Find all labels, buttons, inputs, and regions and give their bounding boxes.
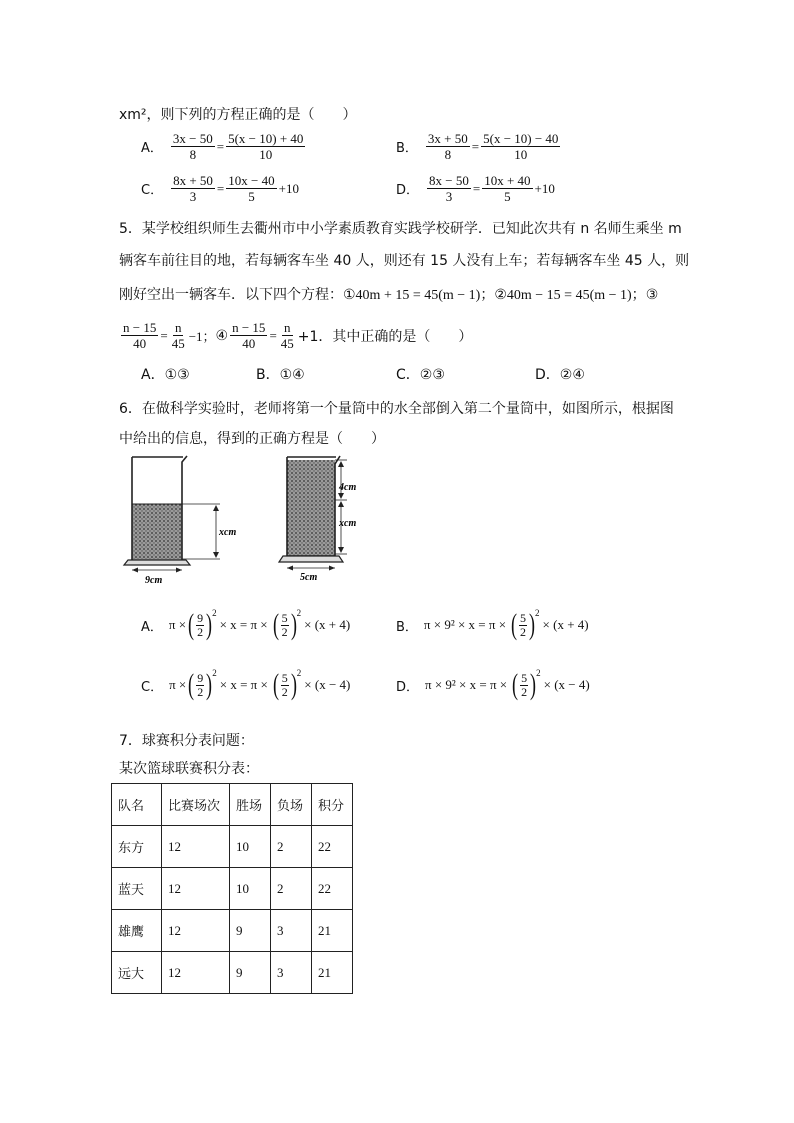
water-fill [132, 504, 182, 559]
rhs-end: × (x + 4) [304, 617, 351, 632]
denominator: 2 [281, 624, 288, 639]
q5-line3 [119, 284, 658, 304]
denominator: 2 [281, 684, 288, 699]
option-label: C． [141, 679, 164, 695]
numerator: 5 [521, 670, 528, 685]
q6-line2: 中给出的信息，得到的正确方程是（ ） [119, 431, 385, 447]
q5-option-b[interactable]: B．①④ [256, 367, 305, 383]
q5-line3-text: 刚好空出一辆客车．以下四个方程： [119, 287, 343, 303]
q6-option-c[interactable] [141, 670, 350, 700]
eq4-mark: ④ [215, 327, 229, 344]
eq4-tail: +1．其中正确的是（ ） [297, 328, 473, 345]
denominator: 8 [444, 147, 452, 162]
numerator: 5 [281, 670, 288, 685]
paren-fraction: ( $\frac{5}{2}$ ) $^2$ [272, 608, 302, 641]
numerator: 5 [520, 610, 527, 625]
lhs-start: π × [168, 617, 187, 632]
q5-eq1: ①40m + 15 = 45(m − 1)； [343, 288, 495, 303]
option-label: A． [141, 141, 163, 156]
q4-option-c[interactable]: C． $\frac{8x + 50}{3}$ = $\frac{10x - 40}{5}$ +10 [141, 173, 299, 204]
wins-cell: 9 [230, 952, 271, 994]
denominator: 40 [242, 336, 256, 351]
lhs-start: π × 9² × x = π × [425, 677, 508, 692]
team-name: 东方 [112, 826, 162, 868]
team-name: 蓝天 [112, 868, 162, 910]
numerator: 10x + 40 [484, 173, 531, 188]
q4-option-b[interactable]: B． $\frac{3x + 50}{8}$ = $\frac{5(x - 10) - 40}{10}$ [396, 131, 559, 162]
fraction [427, 173, 471, 204]
games-cell: 12 [162, 826, 230, 868]
denominator: 3 [189, 189, 197, 204]
paren-fraction: ( $\frac{5}{2}$ ) $^2$ [511, 608, 540, 641]
table-row [112, 910, 353, 952]
points-cell: 22 [312, 868, 353, 910]
denominator: 8 [189, 147, 197, 162]
option-label: C． [141, 183, 164, 198]
fraction [279, 320, 296, 351]
losses-cell: 3 [271, 952, 312, 994]
paren-fraction: ( $\frac{9}{2}$ ) $^2$ [188, 668, 217, 701]
header-cell: 队名 [112, 784, 162, 826]
team-name: 远大 [112, 952, 162, 994]
q5-eq3-mark: ③ [645, 287, 659, 303]
header-cell: 比赛场次 [162, 784, 230, 826]
points-cell: 21 [312, 952, 353, 994]
numerator: 9 [197, 610, 204, 625]
cyl2-top-label: 4cm [339, 482, 357, 493]
fraction [171, 131, 215, 162]
cylinder-2 [279, 456, 356, 583]
middle: × x = π × [219, 677, 268, 692]
numerator: n [174, 320, 182, 335]
points-cell: 22 [312, 826, 353, 868]
cyl2-height-label: xcm [339, 518, 357, 529]
option-label: A． [141, 619, 163, 635]
tail: +10 [278, 180, 299, 196]
q5-option-d[interactable]: D．②④ [535, 367, 585, 383]
numerator: 5 [281, 610, 288, 625]
numerator: 5(x − 10) + 40 [228, 131, 304, 146]
water-fill [287, 460, 335, 556]
losses-cell: 2 [271, 826, 312, 868]
fraction [171, 173, 215, 204]
q6-line1: 6．在做科学实验时，老师将第一个量筒中的水全部倒入第二个量筒中，如图所示，根据图 [119, 401, 674, 417]
wins-cell: 10 [230, 826, 271, 868]
denominator: 3 [445, 189, 453, 204]
q5-eq2: ②40m − 15 = 45(m − 1)； [494, 288, 646, 303]
denominator: 2 [197, 684, 204, 699]
q5-line2: 辆客车前往目的地，若每辆客车坐 40 人，则还有 15 人没有上车；若每辆客车坐 45 人，则 [119, 253, 690, 269]
q6-cylinders-figure [115, 452, 365, 587]
team-name: 雄鹰 [112, 910, 162, 952]
paren-fraction: ( $\frac{9}{2}$ ) $^2$ [188, 608, 217, 641]
denominator: 45 [280, 336, 294, 351]
table-row [112, 868, 353, 910]
tail: +10 [534, 180, 555, 196]
fraction [426, 131, 470, 162]
q5-option-a[interactable]: A．①③ [141, 367, 190, 383]
cyl1-height-label: xcm [219, 527, 237, 538]
score-table [111, 783, 353, 994]
table-row [112, 952, 353, 994]
denominator: 10 [514, 147, 528, 162]
eq3-tail: −1； [188, 329, 216, 344]
option-label: B． [396, 619, 418, 635]
q6-option-d[interactable] [396, 670, 590, 700]
table-header-row [112, 784, 353, 826]
q7-title: 7．球赛积分表问题： [119, 733, 254, 749]
numerator: 3x − 50 [172, 131, 213, 146]
paren-fraction: ( $\frac{5}{2}$ ) $^2$ [512, 668, 541, 701]
cyl2-width-label: 5cm [300, 572, 318, 583]
paren-fraction: ( $\frac{5}{2}$ ) $^2$ [272, 668, 302, 701]
games-cell: 12 [162, 868, 230, 910]
numerator: 8x + 50 [173, 173, 213, 188]
numerator: 3x + 50 [427, 131, 468, 146]
fraction [230, 320, 267, 351]
fraction [482, 173, 532, 204]
games-cell: 12 [162, 952, 230, 994]
lhs-start: π × 9² × x = π × [423, 617, 507, 632]
fraction [226, 131, 305, 162]
header-cell: 积分 [312, 784, 353, 826]
numerator: 5(x − 10) − 40 [483, 131, 559, 146]
header-cell: 胜场 [230, 784, 271, 826]
wins-cell: 10 [230, 868, 271, 910]
fraction [481, 131, 560, 162]
points-cell: 21 [312, 910, 353, 952]
numerator: 10x − 40 [228, 173, 275, 188]
losses-cell: 2 [271, 868, 312, 910]
denominator: 10 [259, 147, 273, 162]
denominator: 40 [133, 336, 147, 351]
numerator: n [284, 320, 291, 335]
cylinder-1 [124, 456, 236, 586]
wins-cell: 9 [230, 910, 271, 952]
numerator: 9 [197, 670, 204, 685]
fraction [121, 320, 158, 351]
q4-option-a[interactable]: A． $\frac{3x - 50}{8}$ = $\frac{5(x - 10) + 40}{10}$ [141, 131, 304, 162]
q6-option-a[interactable] [141, 610, 350, 640]
option-label: D． [396, 183, 420, 198]
lhs-start: π × [169, 677, 187, 692]
denominator: 2 [521, 684, 528, 699]
q4-intro: xm²，则下列的方程正确的是（ ） [119, 107, 357, 123]
q5-line4: $\frac{n - 15}{40}$ = $\frac{n}{45}$ −1； ④ $\frac{n - 15}{40}$ = $\frac{n}{45}$ +1．其中正确的是（ ） [123, 320, 473, 351]
rhs-end: × (x − 4) [543, 677, 590, 692]
numerator: n − 15 [232, 320, 266, 335]
q4-option-d[interactable]: D． $\frac{8x - 50}{3}$ = $\frac{10x + 40}{5}$ +10 [396, 173, 555, 204]
rhs-end: × (x + 4) [542, 617, 589, 632]
denominator: 45 [171, 336, 185, 351]
rhs-end: × (x − 4) [304, 677, 351, 692]
games-cell: 12 [162, 910, 230, 952]
q6-option-b[interactable] [396, 610, 589, 640]
fraction [226, 173, 276, 204]
q5-option-c[interactable]: C．②③ [396, 367, 445, 383]
q7-subtitle: 某次篮球联赛积分表： [119, 761, 259, 777]
numerator: n − 15 [123, 320, 157, 335]
numerator: 8x − 50 [429, 173, 469, 188]
denominator: 5 [248, 189, 255, 204]
q5-line1: 5．某学校组织师生去衢州市中小学素质教育实践学校研学．已知此次共有 n 名师生乘坐 m [119, 221, 682, 237]
denominator: 2 [197, 624, 204, 639]
middle: × x = π × [219, 617, 268, 632]
header-cell: 负场 [271, 784, 312, 826]
table-row [112, 826, 353, 868]
denominator: 5 [504, 189, 511, 204]
denominator: 2 [520, 624, 527, 639]
fraction [170, 320, 187, 351]
losses-cell: 3 [271, 910, 312, 952]
option-label: D． [396, 679, 420, 695]
option-label: B． [396, 141, 418, 156]
cyl1-width-label: 9cm [145, 575, 163, 586]
